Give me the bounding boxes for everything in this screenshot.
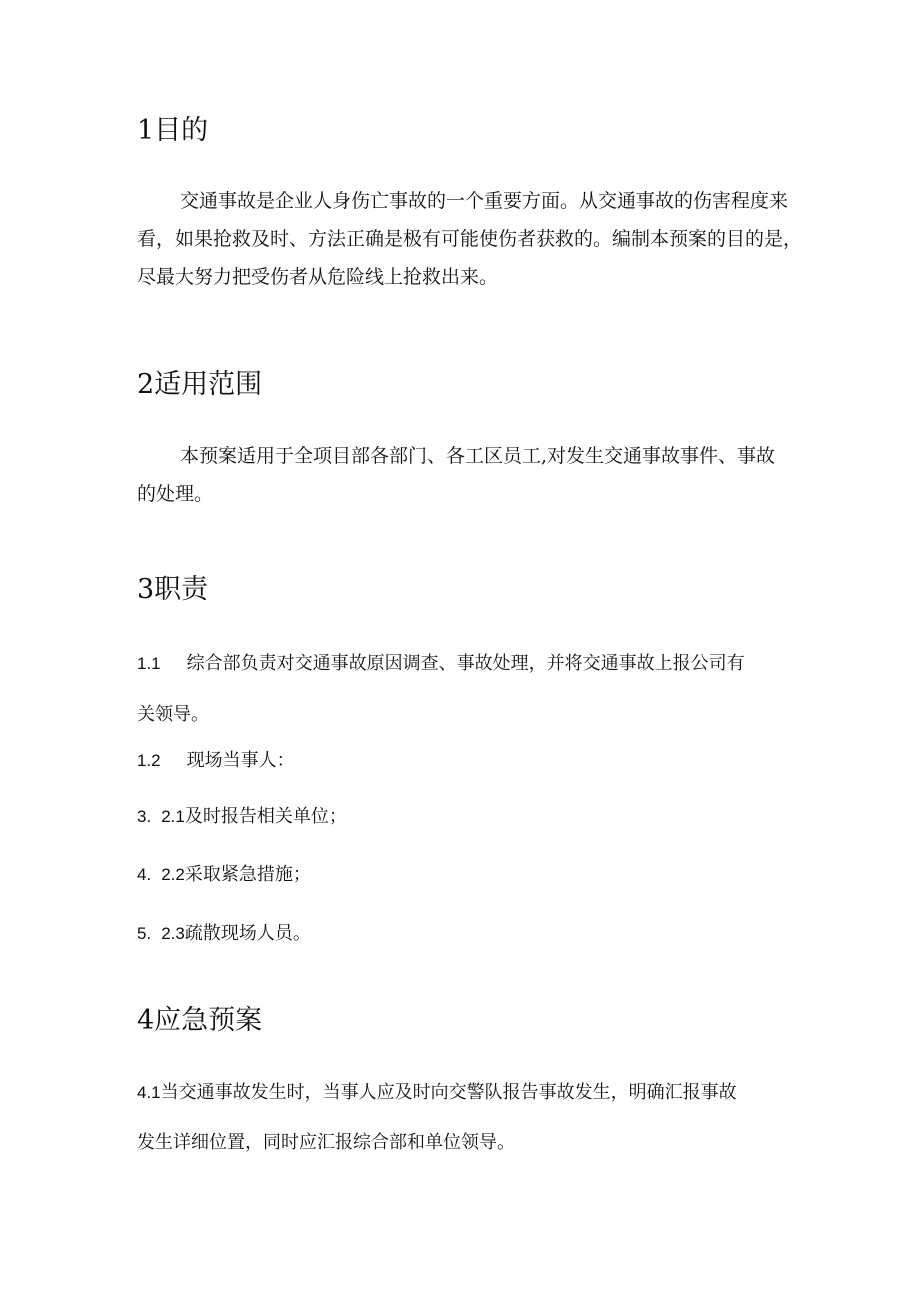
item-text: 关领导。	[137, 704, 209, 725]
item-number: 1.2	[137, 751, 161, 770]
purpose-paragraph	[137, 182, 837, 296]
section-heading-purpose: 1目的	[137, 115, 209, 146]
item-subnumber: 2.1	[161, 807, 185, 826]
item-number: 4.	[137, 865, 152, 884]
list-item	[137, 919, 311, 949]
list-item	[137, 649, 745, 679]
list-item	[137, 1078, 737, 1108]
section-heading-emergency-plan: 4应急预案	[137, 1005, 263, 1036]
item-number: 1.1	[137, 654, 161, 673]
list-item-continuation	[137, 1128, 515, 1158]
list-item	[137, 860, 311, 890]
item-subnumber: 2.3	[161, 924, 185, 943]
list-item	[137, 746, 295, 776]
item-number: 4.1	[137, 1083, 161, 1102]
item-text: 发生详细位置，同时应汇报综合部和单位领导。	[137, 1132, 515, 1153]
paragraph-line: 交通事故是企业人身伤亡事故的一个重要方面。从交通事故的伤害程度来	[180, 190, 789, 212]
item-text: 采取紧急措施；	[184, 864, 311, 885]
item-number: 3.	[137, 807, 152, 826]
item-number: 5.	[137, 924, 152, 943]
paragraph-line: 的处理。	[137, 483, 214, 505]
item-text: 疏散现场人员。	[184, 923, 311, 944]
list-item-continuation	[137, 700, 209, 730]
item-subnumber: 2.2	[161, 865, 185, 884]
section-heading-scope: 2适用范围	[137, 369, 263, 400]
section-heading-responsibilities: 3职责	[137, 574, 209, 605]
paragraph-line: 尽最大努力把受伤者从危险线上抢救出来。	[137, 266, 499, 288]
item-text: 综合部负责对交通事故原因调查、事故处理，并将交通事故上报公司有	[186, 653, 745, 674]
paragraph-line: 本预案适用于全项目部各部门、各工区员工,对发生交通事故事件、事故	[180, 445, 776, 467]
paragraph-line: 看，如果抢救及时、方法正确是极有可能使伤者获救的。编制本预案的目的是，	[137, 228, 803, 250]
scope-paragraph	[137, 437, 837, 513]
item-text: 及时报告相关单位；	[184, 806, 347, 827]
item-text: 当交通事故发生时，当事人应及时向交警队报告事故发生，明确汇报事故	[160, 1082, 737, 1103]
item-text: 现场当事人：	[186, 750, 295, 771]
list-item	[137, 802, 347, 832]
